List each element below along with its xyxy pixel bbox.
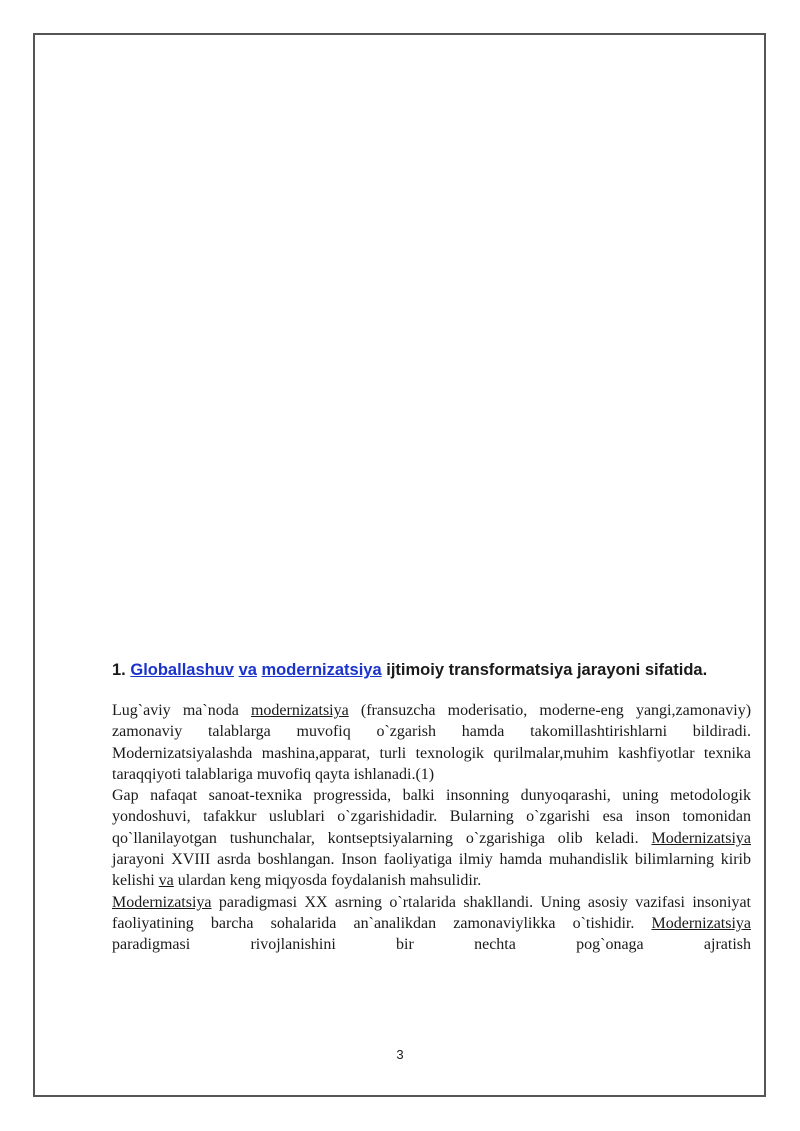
heading-number: 1. (112, 661, 126, 679)
para2-text-b: jarayoni XVIII asrda boshlangan. Inson faoliyatiga ilmiy hamda muhandislik bilimlarning kirib kelishi (112, 851, 751, 890)
para1-text-a: Lug`aviy ma`noda (112, 702, 239, 719)
para2-underlined-va: va (158, 872, 174, 890)
para1-underlined-modernizatsiya: modernizatsiya (250, 702, 349, 719)
paragraph-2 (112, 785, 751, 891)
para3-underlined-modernizatsiya-1: Modernizatsiya (112, 893, 212, 911)
page-number: 3 (396, 1047, 404, 1062)
para2-text-a: Gap nafaqat sanoat-texnika progressida, balki insonning dunyoqarashi, uning metodologik yondoshuvi, tafakkur uslublari o`zgarishidadir. Bularning o`zgarishi esa inson tomonidan qo`llanilayotgan tushunchalar, kontseptsiyalarning o`zgarishiga olib keladi. (112, 787, 751, 847)
section-heading (112, 660, 751, 681)
heading-period: . (702, 661, 708, 679)
para2-underlined-modernizatsiya: Modernizatsiya (651, 829, 752, 847)
para1-text-b: (fransuzcha moderisatio, moderne-eng yangi,zamonaviy) zamonaviy talablarga muvofiq o`zgarish hamda takomillashtirishlarni bildiradi. Modernizatsiyalashda mashina,apparat, turli texnologik qurilmalar,muhim kashfiyotlar texnika taraqqiyoti talablariga muvofiq qayta ishlanadi.(1) (112, 702, 752, 783)
paragraph-1 (112, 700, 751, 785)
link-globallashuv[interactable]: Globallashuv (130, 661, 234, 679)
paragraph-3 (112, 892, 751, 956)
para2-text-c: ulardan keng miqyosda foydalanish mahsulidir. (177, 872, 482, 890)
link-va[interactable]: va (238, 661, 257, 679)
link-modernizatsiya[interactable]: modernizatsiya (261, 661, 382, 679)
para3-underlined-modernizatsiya-2: Modernizatsiya (651, 914, 752, 932)
document-body (112, 660, 751, 956)
heading-rest: ijtimoiy transformatsiya jarayoni sifatida (386, 661, 703, 679)
para3-text-b: paradigmasi rivojlanishini bir nechta pog`onaga ajratish (112, 936, 751, 954)
para3-text-a: paradigmasi XX asrning o`rtalarida shakllandi. Uning asosiy vazifasi insoniyat faoliyatining barcha sohalarida an`analikdan zamonaviylikka o`tishidir. (112, 893, 752, 932)
